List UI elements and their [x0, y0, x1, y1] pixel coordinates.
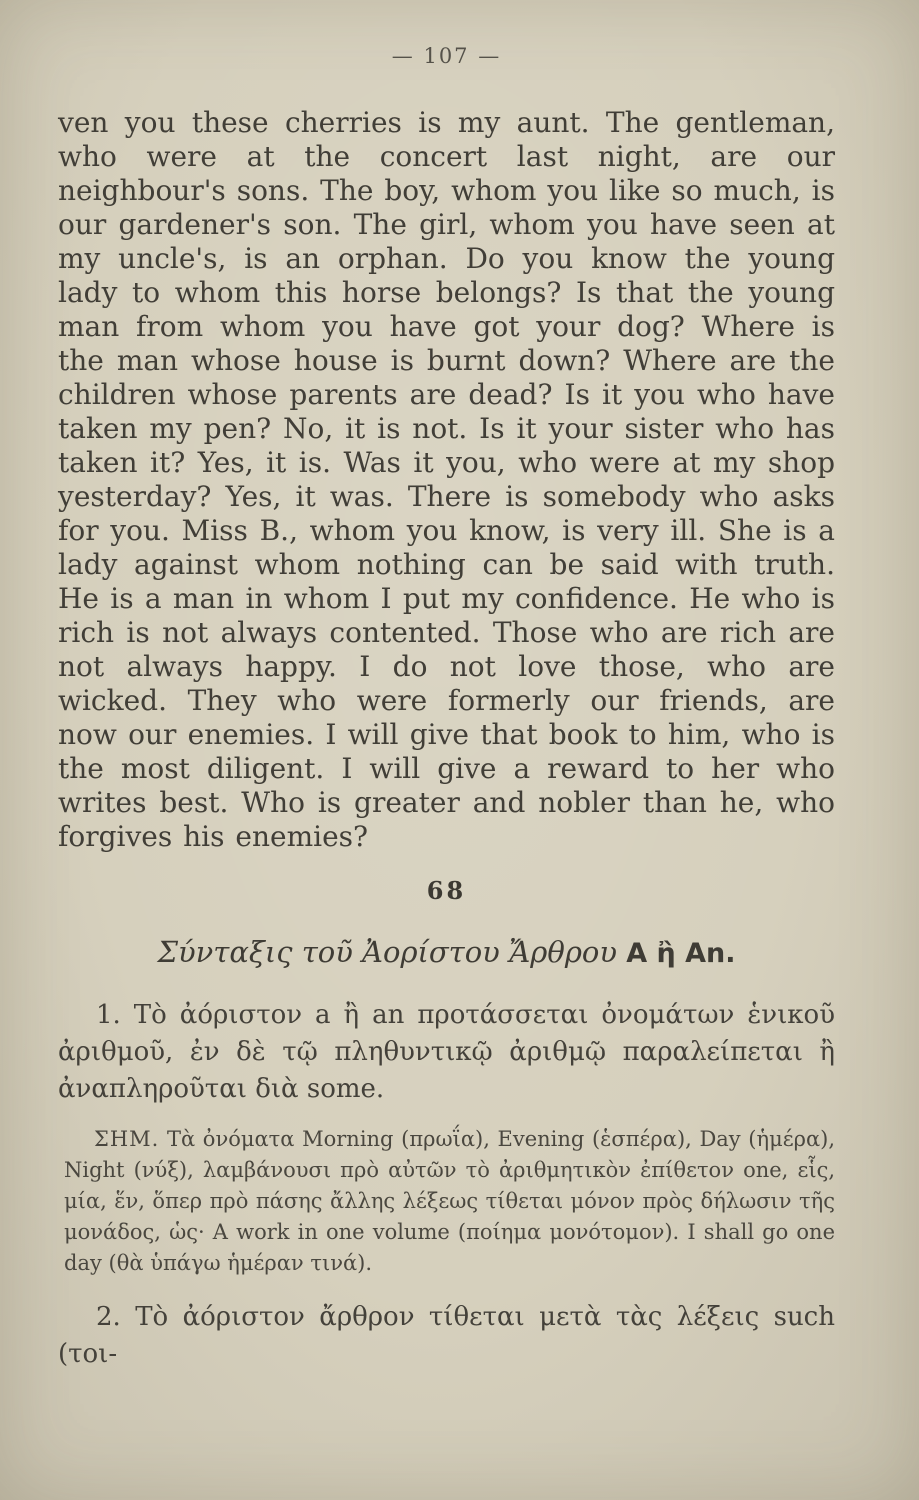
rule-paragraph-2: 2. Τὸ ἀόριστον ἄρθρον τίθεται μετὰ τὰς λέξεις such (τοι- — [58, 1302, 835, 1369]
note-paragraph — [64, 1124, 835, 1279]
lesson-exercise-paragraph: ven you these cherries is my aunt. The gentleman, who were at the concert last night, are our neighbour's sons. The boy, whom you like so much, is our gardener's son. The girl, whom you have seen at my uncle's, is an orphan. Do you know the young lady to whom this horse belongs? Is that the young man from whom you have got your dog? Where is the man whose house is burnt down? Where are the children whose parents are dead? Is it you who have taken my pen? No, it is not. Is it your sister who has taken it? Yes, it is. Was it you, who were at my shop yesterday? Yes, it was. There is somebody who asks for you. Miss B., whom you know, is very ill. She is a lady against whom nothing can be said with truth. He is a man in whom I put my confidence. He who is rich is not always contented. Those who are rich are not always happy. I do not love those, who are wicked. They who were formerly our friends, are now our enemies. I will give that book to him, who is the most diligent. I will give a reward to her who writes best. Who is greater and nobler than he, who forgives his enemies? — [58, 106, 835, 853]
page-number: — 107 — — [391, 44, 502, 68]
note-label: ΣΗΜ. — [94, 1127, 160, 1151]
section-heading-greek: Σύνταξις τοῦ Ἀορίστου Ἄρθρου — [157, 935, 617, 969]
rule-paragraph-1: 1. Τὸ ἀόριστον a ἢ an προτάσσεται ὀνομάτων ἑνικοῦ ἀριθμοῦ, ἐν δὲ τῷ πληθυντικῷ ἀριθμῷ παραλείπεται ἢ ἀναπληροῦται διὰ some. — [58, 1000, 835, 1104]
section-heading — [58, 935, 835, 969]
note-text: Τὰ ὀνόματα Morning (πρωΐα), Evening (ἑσπέρα), Day (ἡμέρα), Night (νύξ), λαμβάνουσι πρὸ αὐτῶν τὸ ἀριθμητικὸν ἐπίθετον one, εἷς, μία, ἕν, ὅπερ πρὸ πάσης ἄλλης λέξεως τίθεται μόνον πρὸς δήλωσιν τῆς μονάδος, ὡς· A work in one volume (ποίημα μονότομον). I shall go one day (θὰ ὑπάγω ἡμέραν τινά). — [64, 1127, 835, 1275]
section-heading-article: Α ἢ An. — [626, 938, 736, 969]
section-number: 68 — [426, 876, 467, 905]
